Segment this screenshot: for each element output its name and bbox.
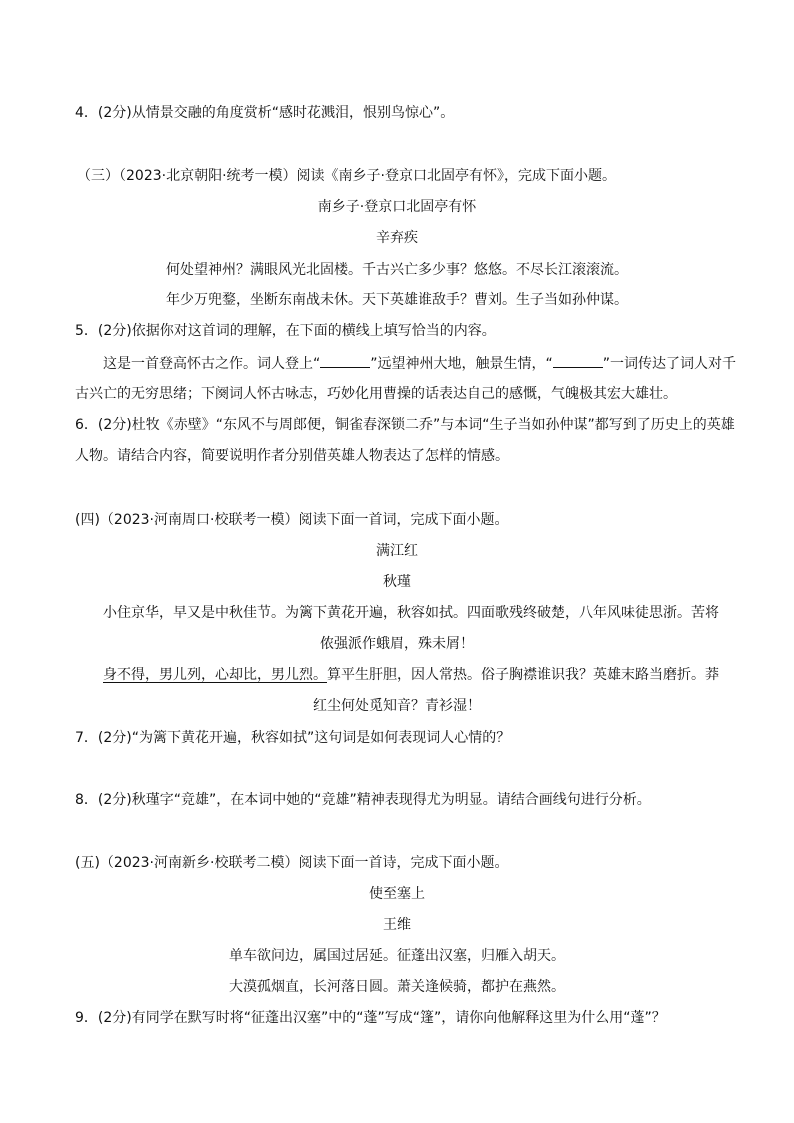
underlined-phrase: 身不得，男儿列，心却比，男儿烈。 — [103, 667, 327, 683]
poem-3-author: 辛弃疾 — [376, 230, 418, 246]
question-6-line-2: 人物。请结合内容，简要说明作者分别借英雄人物表达了怎样的情感。 — [75, 448, 509, 464]
poem-5-line-2: 大漠孤烟直，长河落日圆。萧关逢候骑，都护在燕然。 — [229, 979, 565, 995]
section-5-header: (五)（2023·河南新乡·校联考二模）阅读下面一首诗，完成下面小题。 — [75, 855, 509, 871]
poem-4-line-1: 小住京华，早又是中秋佳节。为篱下黄花开遍，秋容如拭。四面歌残终破楚，八年风味徒思浙。苦将 — [103, 605, 719, 621]
poem-4-line-2: 侬强派作蛾眉，殊未屑！ — [320, 636, 474, 652]
question-4: 4．(2分)从情景交融的角度赏析“感时花溅泪，恨别鸟惊心”。 — [75, 105, 455, 121]
poem-3-title: 南乡子·登京口北固亭有怀 — [317, 199, 477, 215]
question-5: 5．(2分)依据你对这首词的理解，在下面的横线上填写恰当的内容。 — [75, 323, 496, 339]
poem-4-title: 满江红 — [376, 543, 418, 559]
poem-3-line-1: 何处望神州？满眼风光北固楼。千古兴亡多少事？悠悠。不尽长江滚滚流。 — [166, 262, 628, 278]
poem-5-author: 王维 — [383, 917, 411, 933]
fill-blank-2[interactable] — [553, 353, 603, 368]
question-7: 7．(2分)“为篱下黄花开遍，秋容如拭”这句词是如何表现词人心情的？ — [75, 730, 511, 746]
poem-4-line-3: 身不得，男儿列，心却比，男儿烈。算平生肝胆，因人常热。俗子胸襟谁识我？英雄末路当磨折。莽 — [103, 667, 719, 683]
section-4-header: (四)（2023·河南周口·校联考一模）阅读下面一首词，完成下面小题。 — [75, 512, 509, 528]
section-3-header: （三）（2023·北京朝阳·统考一模）阅读《南乡子·登京口北固亭有怀》，完成下面小题。 — [77, 168, 616, 184]
poem-5-title: 使至塞上 — [369, 886, 425, 902]
fill-blank-1[interactable] — [320, 353, 370, 368]
poem-3-line-2: 年少万兜鍪，坐断东南战未休。天下英雄谁敌手？曹刘。生子当如孙仲谋。 — [166, 292, 628, 308]
poem-4-line-4: 红尘何处觅知音？青衫湿！ — [313, 698, 481, 714]
question-8: 8．(2分)秋瑾字“竞雄”，在本词中她的“竞雄”精神表现得尤为明显。请结合画线句进行分析。 — [75, 792, 651, 808]
question-6-line-1: 6．(2分)杜牧《赤壁》“东风不与周郎便，铜雀春深锁二乔”与本词“生子当如孙仲谋”都写到了历史上的英雄 — [75, 417, 735, 433]
poem-4-author: 秋瑾 — [383, 574, 411, 590]
question-5-fill-line-2: 古兴亡的无穷思绪；下阕词人怀古咏志，巧妙化用曹操的话表达自己的感慨，气魄极其宏大雄壮。 — [75, 386, 677, 402]
question-9: 9．(2分)有同学在默写时将“征蓬出汉塞”中的“蓬”写成“篷”，请你向他解释这里为什么用“蓬”？ — [75, 1010, 666, 1026]
poem-5-line-1: 单车欲问边，属国过居延。征蓬出汉塞，归雁入胡天。 — [229, 948, 565, 964]
question-5-fill-line-1: 这是一首登高怀古之作。词人登上“ ”远望神州大地，触景生情，“ ”一词传达了词人对千 — [103, 353, 736, 374]
